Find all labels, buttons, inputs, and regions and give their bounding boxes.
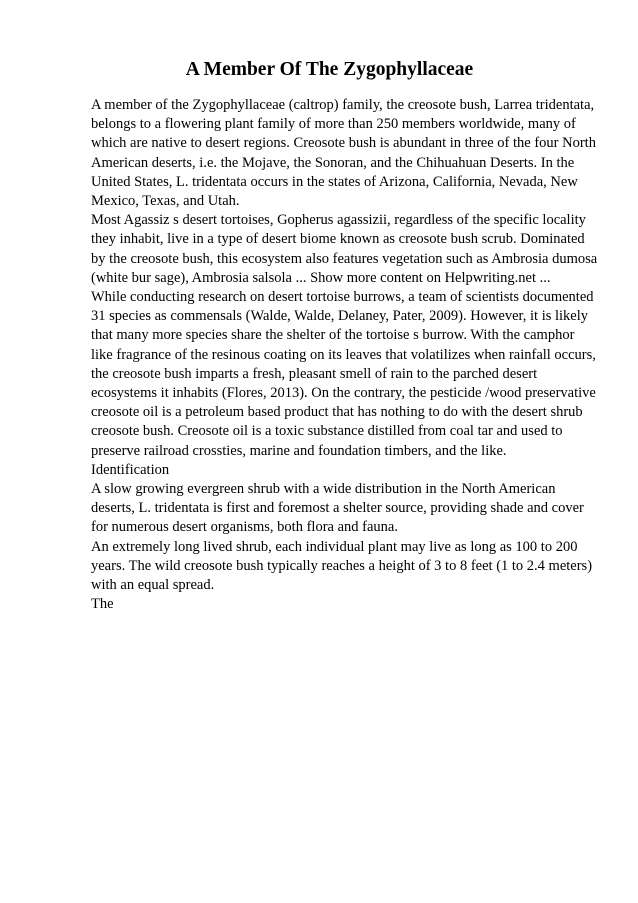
paragraph-tortoises: Most Agassiz s desert tortoises, Gopherus agassizii, regardless of the specific locality they inhabit, live in a type of desert biome known as creosote bush scrub. Dominated by the creosote bush, this ecosystem also features vegetation such as Ambrosia dumosa (white bur sage), Ambrosia salsola ... Show more content on Helpwriting.net ... <box>91 212 598 286</box>
document-title: A Member Of The Zygophyllaceae <box>185 59 474 80</box>
paragraph-fragment: The <box>91 596 114 613</box>
paragraph-heading-identification: Identification <box>91 461 170 478</box>
paragraph-lifespan: An extremely long lived shrub, each individual plant may live as long as 100 to 200 years. The wild creosote bush typically reaches a height of 3 to 8 feet (1 to 2.4 meters) with an equal spread. <box>91 538 593 594</box>
document-body <box>91 96 598 614</box>
paragraph-burrows: While conducting research on desert tortoise burrows, a team of scientists documented 31 species as commensals (Walde, Walde, Delaney, Pater, 2009). However, it is likely that many more species share the shelter of the tortoise s burrow. With the camphor like fragrance of the resinous coating on its leaves that volatilizes when rainfall occurs, the creosote bush imparts a fresh, pleasant smell of rain to the parched desert ecosystems it inhabits (Flores, 2013). On the contrary, the pesticide /wood preservative creosote oil is a petroleum based product that has nothing to do with the desert shrub creosote bush. Creosote oil is a toxic substance distilled from coal tar and used to preserve railroad crossties, marine and foundation timbers, and the like. <box>91 289 596 459</box>
paragraph-intro: A member of the Zygophyllaceae (caltrop) family, the creosote bush, Larrea tridentata, belongs to a flowering plant family of more than 250 members worldwide, many of which are native to desert regions. Creosote bush is abundant in three of the four North American deserts, i.e. the Mojave, the Sonoran, and the Chihuahuan Deserts. In the United States, L. tridentata occurs in the states of Arizona, California, Nevada, New Mexico, Texas, and Utah. <box>91 97 596 210</box>
paragraph-distribution: A slow growing evergreen shrub with a wide distribution in the North American deserts, L. tridentata is first and foremost a shelter source, providing shade and cover for numerous desert organisms, both flora and fauna. <box>91 481 584 536</box>
